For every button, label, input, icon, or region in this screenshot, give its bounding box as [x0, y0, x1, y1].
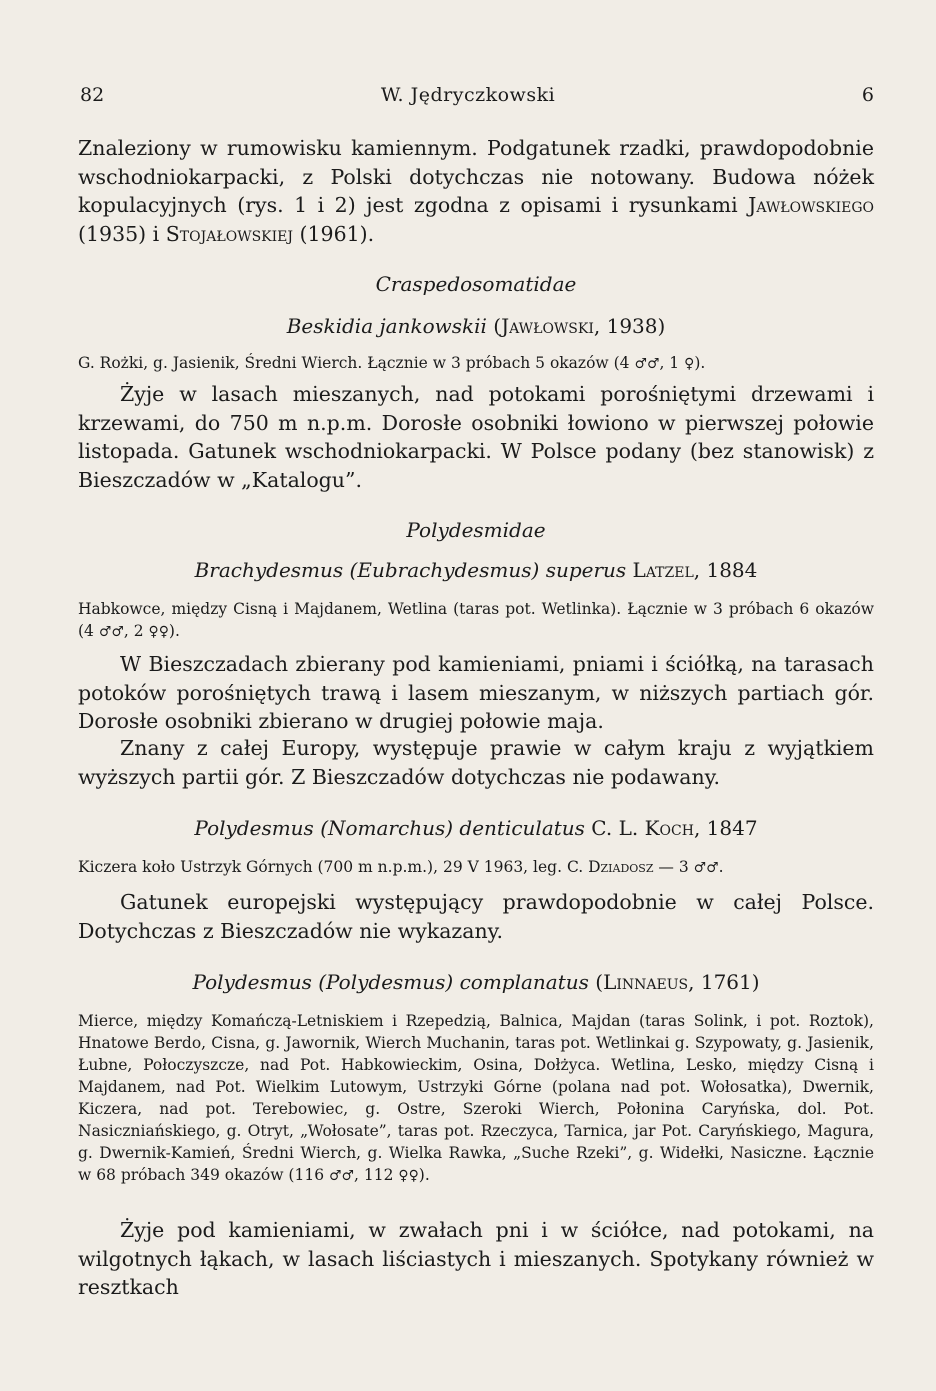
notes-beskidia: Żyje w lasach mieszanych, nad potokami porośniętymi drzewami i krzewami, do 750 m n.p.m. Dorosłe osobniki łowiono w pierwszej połowie listopada. Gatunek wschodniokarpacki. W Polsce podany (bez stanowisk) z Bieszczadów w „Katalogu”.	[78, 382, 874, 492]
species-year: , 1938)	[593, 314, 666, 338]
epithet: superus	[545, 558, 627, 582]
records-text: ).	[694, 354, 706, 372]
records-beskidia	[78, 352, 874, 375]
species-heading-polydesmus-complanatus: Polydesmus (Polydesmus) complanatus (Linnaeus, 1761)	[192, 970, 760, 994]
species-year: , 1847	[693, 816, 758, 840]
author-initials: C. L.	[591, 816, 645, 840]
notes-brachydesmus-2: Znany z całej Europy, występuje prawie w całym kraju z wyjątkiem wyższych partii gór. Z Bieszczadów dotychczas nie podawany.	[78, 736, 874, 789]
intro-text-a: Znaleziony w rumowisku kamiennym. Podgatunek rzadki, prawdopodobnie wschodniokarpacki, z Polski dotychczas nie notowany. Budowa nóżek kopulacyjnych (rys. 1 i 2) jest zgodna z opisami i rysunkami	[78, 136, 874, 218]
female-symbol: ♀♀	[398, 1168, 419, 1184]
family-heading-polydesmidae: Polydesmidae	[406, 518, 546, 542]
female-symbol: ♀	[684, 356, 695, 372]
records-text: ).	[418, 1166, 430, 1184]
subgenus: Nomarchus	[328, 816, 446, 840]
species-name: Beskidia jankowskii	[286, 314, 487, 338]
intro-paragraph	[78, 134, 874, 248]
epithet: denticulatus	[459, 816, 585, 840]
records-polydesmus-complanatus	[78, 1010, 874, 1187]
intro-text-c: (1961).	[293, 221, 375, 246]
species-author: Jawłowski	[501, 314, 594, 338]
citation-author-1: Jawłowskiego	[748, 193, 874, 218]
genus: Brachydesmus	[194, 558, 344, 582]
subgenus: Eubrachydesmus	[357, 558, 532, 582]
collector-name: Dziadosz	[588, 858, 654, 876]
genus: Polydesmus	[194, 816, 314, 840]
records-text: Habkowce, między Cisną i Majdanem, Wetlina (taras pot. Wetlinka). Łącznie w 3 próbach 6 okazów (4	[78, 600, 874, 640]
records-text: , 1	[659, 354, 685, 372]
species-author: Koch	[644, 816, 694, 840]
records-text: Mierce, między Komańczą-Letniskiem i Rzepedzią, Balnica, Majdan (taras Solink, i pot. Roztok), Hnatowe Berdo, Cisna, g. Jawornik, Wierch Muchanin, taras pot. Wetlinkai g. Szypowaty, g. Jasienik, Łubne, Połoczyszcze, nad Pot. Habkowieckim, Osina, Dołżyca. Wetlina, Lesko, między Cisną i Majdanem, nad Pot. Wielkim Lutowym, Ustrzyki Górne (polana nad pot. Wołosatka), Dwernik, Kiczera, nad pot. Terebowiec, g. Ostre, Szeroki Wierch, Połonina Caryńska, dol. Pot. Nasiczniańskiego, g. Otryt, „Wołosate”, taras pot. Rzeczyca, Tarnica, jar Pot. Caryńskiego, Magura, g. Dwernik-Kamień, Średni Wierch, g. Wielka Rawka, „Suche Rzeki”, g. Widełki, Nasiczne. Łącznie w 68 próbach 349 okazów (116	[78, 1012, 874, 1184]
notes-polydesmus-complanatus: Żyje pod kamieniami, w zwałach pni i w ściółce, nad potokami, na wilgotnych łąkach, w lasach liściastych i mieszanych. Spotykany również w resztkach	[78, 1218, 874, 1300]
epithet: complanatus	[459, 970, 589, 994]
species-heading-brachydesmus: Brachydesmus (Eubrachydesmus) superus Latzel, 1884	[194, 558, 758, 582]
male-symbol: ♂♂	[329, 1168, 354, 1184]
species-heading-beskidia	[78, 312, 874, 340]
records-text: Kiczera koło Ustrzyk Górnych (700 m n.p.m.), 29 V 1963, leg. C.	[78, 858, 589, 876]
genus: Polydesmus	[192, 970, 312, 994]
male-symbol: ♂♂	[634, 356, 660, 372]
species-year: , 1761)	[688, 970, 760, 994]
records-text: G. Rożki, g. Jasienik, Średni Wierch. Łącznie w 3 próbach 5 okazów (4	[78, 354, 635, 372]
records-text: ).	[168, 622, 180, 640]
species-year: , 1884	[693, 558, 758, 582]
issue-number: 6	[861, 84, 874, 106]
male-symbol: ♂♂	[693, 860, 719, 876]
records-text: .	[718, 858, 724, 876]
notes-brachydesmus-1: W Bieszczadach zbierany pod kamieniami, pniami i ściółką, na tarasach potoków porośniętych trawą i lasem mieszanym, w niższych partiach gór. Dorosłe osobniki zbierano w drugiej połowie maja.	[78, 652, 874, 734]
family-heading-craspedosomatidae: Craspedosomatidae	[375, 272, 577, 296]
records-text: , 2	[123, 622, 149, 640]
male-symbol: ♂♂	[98, 624, 124, 640]
intro-text-b: (1935) i	[78, 221, 166, 246]
species-author: Latzel	[632, 558, 694, 582]
female-symbol: ♀♀	[148, 624, 169, 640]
running-head-author: W. Jędryczkowski	[380, 84, 556, 106]
notes-polydesmus-denticulatus: Gatunek europejski występujący prawdopodobnie w całej Polsce. Dotychczas z Bieszczadów nie wykazany.	[78, 890, 874, 943]
records-text: — 3	[653, 858, 694, 876]
records-polydesmus-denticulatus	[78, 856, 874, 879]
page-number: 82	[80, 84, 105, 106]
species-author: Linnaeus	[603, 970, 689, 994]
records-text: , 112	[354, 1166, 399, 1184]
records-brachydesmus	[78, 598, 874, 643]
citation-author-2: Stojałowskiej	[165, 221, 293, 246]
species-open-paren: (	[486, 314, 502, 338]
species-heading-polydesmus-denticulatus: Polydesmus (Nomarchus) denticulatus C. L. Koch, 1847	[194, 816, 758, 840]
subgenus: Polydesmus	[326, 970, 446, 994]
